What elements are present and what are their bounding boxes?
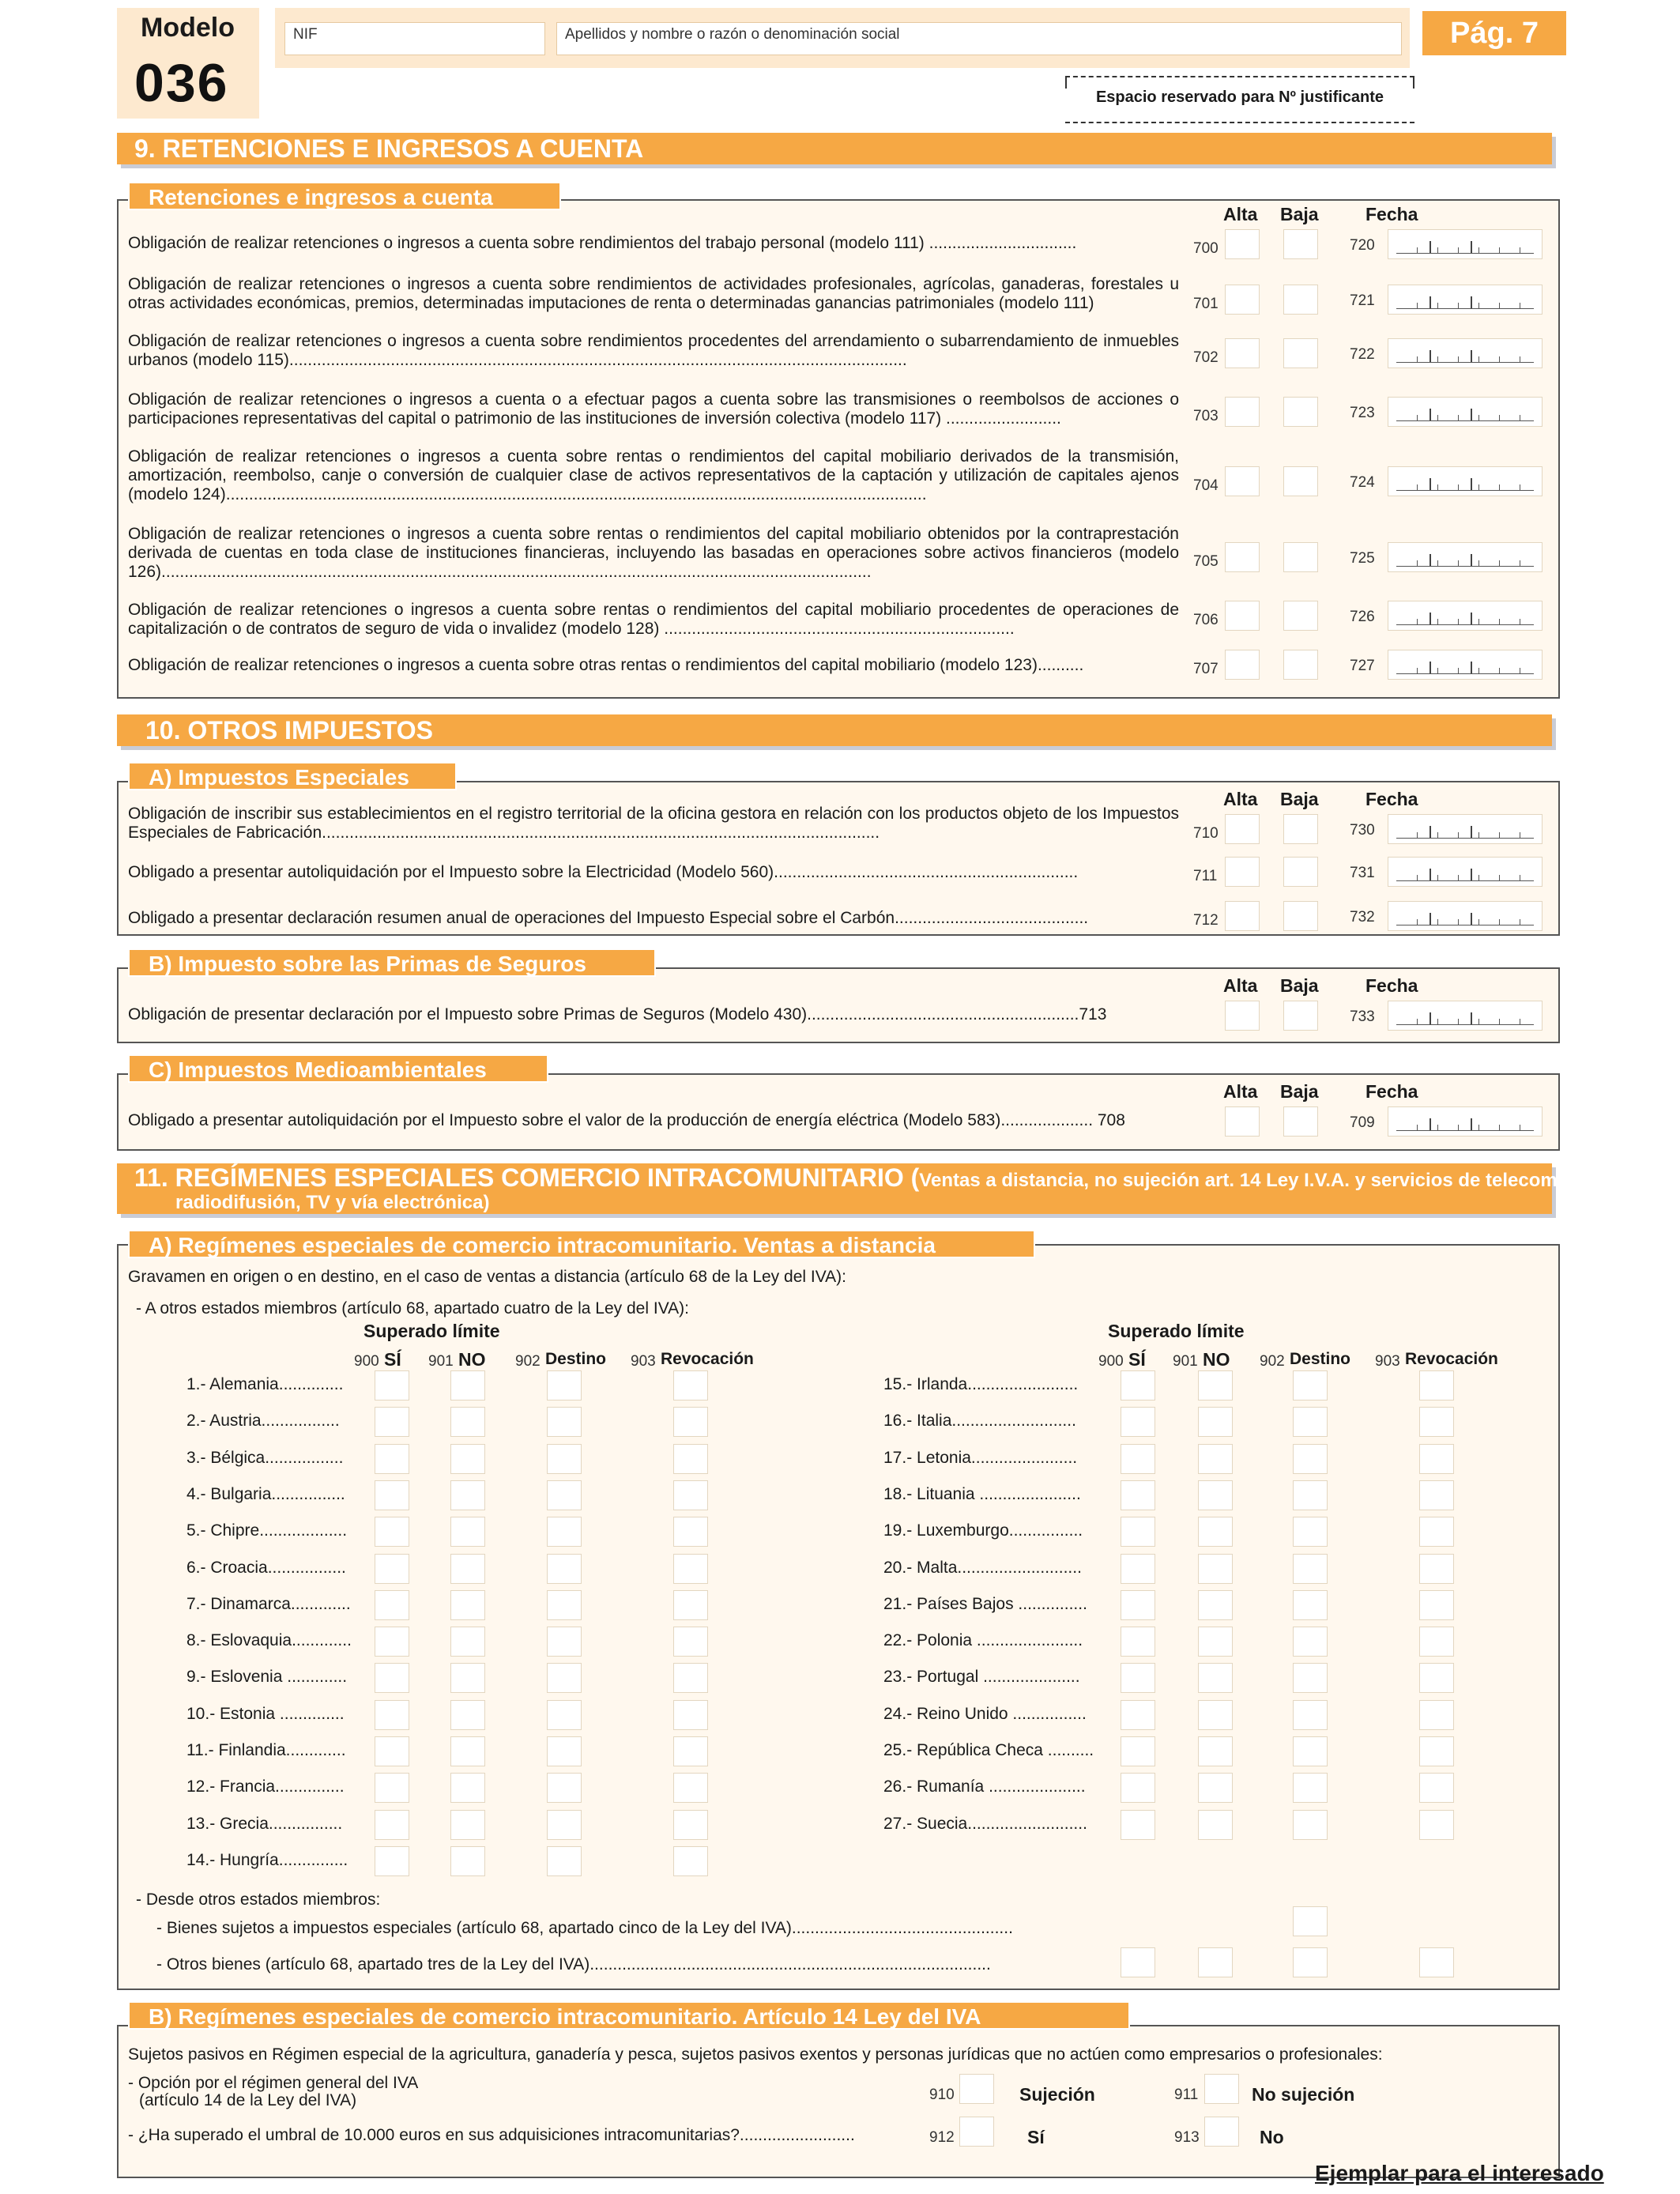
s9-row-2-alta-code: 702 (1193, 349, 1219, 366)
superado-limite-right: Superado límite (1108, 1321, 1245, 1341)
s9-row-5-fecha-code: 725 (1350, 550, 1375, 567)
s10b-row-baja-box[interactable] (1283, 1001, 1318, 1031)
right-country-5-box-3[interactable] (1419, 1554, 1454, 1584)
left-country-7-box-2[interactable] (547, 1627, 582, 1657)
left-country-1-box-0[interactable] (375, 1407, 409, 1437)
s9-row-0-fecha-code: 720 (1350, 237, 1375, 254)
left-country-1-box-1[interactable] (450, 1407, 485, 1437)
s10c-baja-header: Baja (1280, 1081, 1319, 1102)
s9-row-6-alta-box[interactable] (1225, 601, 1260, 631)
s10c-row-fecha-field[interactable] (1388, 1106, 1543, 1137)
right-country-5: 20.- Malta........................... (883, 1558, 1082, 1577)
section-10a-title: A) Impuestos Especiales (128, 762, 457, 790)
left-country-8-box-2[interactable] (547, 1663, 582, 1693)
s10b-row-text: Obligación de presentar declaración por el Impuesto sobre Primas de Seguros (Modelo 430)...........................................................713 (128, 1005, 1107, 1023)
modelo-number: 036 (134, 53, 229, 113)
s9-row-5-alta-box[interactable] (1225, 542, 1260, 572)
s9-row-4-baja-box[interactable] (1283, 466, 1318, 496)
s9-row-6-fecha-field[interactable] (1388, 601, 1543, 631)
left-country-6: 7.- Dinamarca............. (186, 1594, 351, 1613)
left-country-2-box-1[interactable] (450, 1444, 485, 1474)
left-country-3-box-1[interactable] (450, 1480, 485, 1510)
left-country-10-box-0[interactable] (375, 1736, 409, 1766)
left-code-900: 900 (354, 1353, 379, 1370)
section-11-title-small: Ventas a distancia, no sujeción art. 14 Ley I.V.A. y servicios de telecomunicación, (919, 1170, 1652, 1191)
right-country-12-box-2[interactable] (1293, 1810, 1328, 1840)
s10a-row-1-alta-box[interactable] (1225, 857, 1260, 887)
gravamen-text: Gravamen en origen o en destino, en el caso de ventas a distancia (artículo 68 de la Ley del IVA): (128, 1268, 846, 1286)
right-country-7-box-1[interactable] (1198, 1627, 1233, 1657)
s9-row-0-alta-code: 700 (1193, 240, 1219, 257)
left-country-13-box-3[interactable] (673, 1846, 708, 1876)
s10c-row-baja-box[interactable] (1283, 1106, 1318, 1137)
left-country-3-box-2[interactable] (547, 1480, 582, 1510)
left-country-2-box-0[interactable] (375, 1444, 409, 1474)
left-country-6-box-0[interactable] (375, 1590, 409, 1620)
right-country-6-box-1[interactable] (1198, 1590, 1233, 1620)
desde-otros-text: - Desde otros estados miembros: (136, 1891, 381, 1909)
s10a-baja-header: Baja (1280, 789, 1319, 809)
justificante-space (1065, 76, 1414, 123)
left-country-3-box-0[interactable] (375, 1480, 409, 1510)
ejemplar-label: Ejemplar para el interesado (1315, 2161, 1604, 2185)
s9-fecha-header: Fecha (1365, 204, 1418, 224)
section-11-title-line2: radiodifusión, TV y vía electrónica) (175, 1192, 490, 1213)
left-country-8-box-3[interactable] (673, 1663, 708, 1693)
s10c-row-alta-box[interactable] (1225, 1106, 1260, 1137)
s9-row-2-fecha-field[interactable] (1388, 338, 1543, 368)
right-country-1-box-2[interactable] (1293, 1407, 1328, 1437)
s10c-alta-header: Alta (1223, 1081, 1258, 1102)
right-country-9-box-1[interactable] (1198, 1700, 1233, 1730)
left-no-label: NO (458, 1349, 486, 1370)
right-country-8-box-2[interactable] (1293, 1663, 1328, 1693)
right-country-7-box-0[interactable] (1121, 1627, 1155, 1657)
name-field[interactable]: Apellidos y nombre o razón o denominación social (556, 22, 1402, 55)
right-country-6-box-3[interactable] (1419, 1590, 1454, 1620)
left-country-13-box-0[interactable] (375, 1846, 409, 1876)
s9-row-7-alta-code: 707 (1193, 661, 1219, 677)
left-country-12: 13.- Grecia................ (186, 1814, 343, 1833)
right-country-11-box-0[interactable] (1121, 1773, 1155, 1803)
left-country-5: 6.- Croacia................. (186, 1558, 346, 1577)
s9-row-2-fecha-code: 722 (1350, 346, 1375, 363)
s9-row-2-baja-box[interactable] (1283, 338, 1318, 368)
section-9-title: 9. RETENCIONES E INGRESOS A CUENTA (117, 133, 1552, 164)
modelo-label: Modelo (141, 13, 235, 43)
left-country-0: 1.- Alemania.............. (186, 1375, 344, 1393)
s10a-row-2-baja-box[interactable] (1283, 901, 1318, 931)
right-country-4-box-3[interactable] (1419, 1517, 1454, 1547)
left-country-10-box-2[interactable] (547, 1736, 582, 1766)
left-country-13: 14.- Hungría............... (186, 1850, 348, 1869)
otros-bienes-box-no[interactable] (1198, 1947, 1233, 1977)
left-country-4-box-3[interactable] (673, 1517, 708, 1547)
right-country-4-box-2[interactable] (1293, 1517, 1328, 1547)
s10b-row-fecha-field[interactable] (1388, 1001, 1543, 1031)
right-country-5-box-2[interactable] (1293, 1554, 1328, 1584)
s9-row-5-text: Obligación de realizar retenciones o ingresos a cuenta sobre rentas o rendimientos del capital mobiliario obtenidos por la contraprestación derivada de cuentas en toda clase de instituciones financieras, incluyendo las basadas en operaciones sobre activos financieros (modelo 126).......................................................................................................................................................... (128, 525, 1179, 581)
left-country-7-box-3[interactable] (673, 1627, 708, 1657)
right-revocacion-label: Revocación (1405, 1350, 1498, 1368)
s10a-row-0-alta-box[interactable] (1225, 814, 1260, 844)
s9-row-5-fecha-field[interactable] (1388, 542, 1543, 572)
s9-row-3-baja-box[interactable] (1283, 397, 1318, 427)
justificante-label: Espacio reservado para Nº justificante (1095, 89, 1384, 106)
s9-row-6-baja-box[interactable] (1283, 601, 1318, 631)
left-country-4-box-0[interactable] (375, 1517, 409, 1547)
right-country-7: 22.- Polonia ....................... (883, 1631, 1083, 1650)
code-910: 910 (929, 2087, 955, 2103)
left-country-2-box-3[interactable] (673, 1444, 708, 1474)
left-country-7-box-0[interactable] (375, 1627, 409, 1657)
right-country-4-box-0[interactable] (1121, 1517, 1155, 1547)
right-country-10-box-2[interactable] (1293, 1736, 1328, 1766)
right-code-900: 900 (1098, 1353, 1124, 1370)
right-country-1-box-0[interactable] (1121, 1407, 1155, 1437)
s10b-baja-header: Baja (1280, 975, 1319, 996)
s10a-row-1-text: Obligado a presentar autoliquidación por el Impuesto sobre la Electricidad (Modelo 560).................................................................. (128, 863, 1079, 881)
left-country-9-box-1[interactable] (450, 1700, 485, 1730)
umbral-text: - ¿Ha superado el umbral de 10.000 euros en sus adquisiciones intracomunitarias?......................... (128, 2126, 855, 2144)
right-country-11-box-1[interactable] (1198, 1773, 1233, 1803)
right-country-11-box-3[interactable] (1419, 1773, 1454, 1803)
s10b-row-alta-box[interactable] (1225, 1001, 1260, 1031)
left-country-11-box-0[interactable] (375, 1773, 409, 1803)
sujetos-text: Sujetos pasivos en Régimen especial de la agricultura, ganadería y pesca, sujetos pasivos exentos y personas jurídicas que no actúen como empresarios o profesionales: (128, 2045, 1383, 2064)
s9-row-0-text: Obligación de realizar retenciones o ingresos a cuenta sobre rendimientos del trabajo personal (modelo 111) ................................ (128, 234, 1077, 252)
left-country-9-box-3[interactable] (673, 1700, 708, 1730)
no-label: No (1260, 2127, 1284, 2147)
right-code-903: 903 (1375, 1353, 1400, 1370)
right-country-1: 16.- Italia........................... (883, 1412, 1076, 1431)
right-country-12-box-3[interactable] (1419, 1810, 1454, 1840)
right-country-10-box-0[interactable] (1121, 1736, 1155, 1766)
no-sujecion-label: No sujeción (1252, 2084, 1355, 2105)
left-country-0-box-1[interactable] (450, 1370, 485, 1400)
s9-row-1-text: Obligación de realizar retenciones o ingresos a cuenta sobre rendimientos de actividades profesionales, agrícolas, ganaderas, forestales u otras actividades económicas, premios, determinadas imputaciones de renta o determinadas ganancias patrimoniales (modelo 111) (128, 275, 1179, 312)
opcion-line1: - Opción por el régimen general del IVA (128, 2074, 419, 2092)
right-country-12-box-0[interactable] (1121, 1810, 1155, 1840)
left-country-13-box-2[interactable] (547, 1846, 582, 1876)
section-10c-title: C) Impuestos Medioambientales (128, 1054, 548, 1083)
s10a-row-0-fecha-field[interactable] (1388, 814, 1543, 844)
right-country-4: 19.- Luxemburgo................ (883, 1521, 1083, 1540)
left-destino-label: Destino (545, 1350, 607, 1368)
s9-row-1-baja-box[interactable] (1283, 285, 1318, 315)
s10a-row-1-fecha-field[interactable] (1388, 857, 1543, 887)
s10a-alta-header: Alta (1223, 789, 1258, 809)
right-country-3-box-2[interactable] (1293, 1480, 1328, 1510)
s10b-alta-header: Alta (1223, 975, 1258, 996)
left-country-0-box-0[interactable] (375, 1370, 409, 1400)
s10a-row-2-fecha-code: 732 (1350, 909, 1375, 925)
s10a-row-1-alta-code: 711 (1193, 868, 1218, 884)
s9-row-3-alta-code: 703 (1193, 408, 1219, 424)
section-11b-title: B) Regímenes especiales de comercio intracomunitario. Artículo 14 Ley del IVA (128, 2001, 1130, 2030)
s9-row-7-text: Obligación de realizar retenciones o ingresos a cuenta sobre otras rentas o rendimientos del capital mobiliario (modelo 123).......... (128, 656, 1084, 674)
sujecion-label: Sujeción (1019, 2084, 1095, 2105)
nif-field[interactable]: NIF (284, 22, 545, 55)
right-country-4-box-1[interactable] (1198, 1517, 1233, 1547)
left-country-12-box-1[interactable] (450, 1810, 485, 1840)
otros-bienes-box-si[interactable] (1121, 1947, 1155, 1977)
s9-row-7-alta-box[interactable] (1225, 650, 1260, 680)
s9-row-2-alta-box[interactable] (1225, 338, 1260, 368)
left-country-8-box-0[interactable] (375, 1663, 409, 1693)
right-country-7-box-3[interactable] (1419, 1627, 1454, 1657)
s10a-row-0-alta-code: 710 (1193, 825, 1219, 842)
left-country-11: 12.- Francia............... (186, 1777, 345, 1796)
right-si-label: SÍ (1128, 1349, 1146, 1370)
right-country-0-box-1[interactable] (1198, 1370, 1233, 1400)
left-country-11-box-3[interactable] (673, 1773, 708, 1803)
left-country-9: 10.- Estonia .............. (186, 1704, 345, 1723)
s9-row-4-alta-code: 704 (1193, 477, 1219, 494)
left-country-7: 8.- Eslovaquia............. (186, 1631, 352, 1650)
left-country-1-box-2[interactable] (547, 1407, 582, 1437)
right-country-5-box-0[interactable] (1121, 1554, 1155, 1584)
left-country-6-box-3[interactable] (673, 1590, 708, 1620)
otros-bienes-text: - Otros bienes (artículo 68, apartado tres de la Ley del IVA)....................................................................................... (156, 1955, 991, 1973)
right-country-1-box-1[interactable] (1198, 1407, 1233, 1437)
s9-baja-header: Baja (1280, 204, 1319, 224)
left-country-8-box-1[interactable] (450, 1663, 485, 1693)
left-country-9-box-0[interactable] (375, 1700, 409, 1730)
otros-estados-text: - A otros estados miembros (artículo 68, apartado cuatro de la Ley del IVA): (136, 1299, 689, 1318)
s10b-row-fecha-code: 733 (1350, 1008, 1375, 1025)
left-country-11-box-1[interactable] (450, 1773, 485, 1803)
s10c-row-text: Obligado a presentar autoliquidación por el Impuesto sobre el valor de la producción de energía eléctrica (Modelo 583).................... 708 (128, 1111, 1125, 1129)
s9-alta-header: Alta (1223, 204, 1258, 224)
right-country-2-box-3[interactable] (1419, 1444, 1454, 1474)
s10a-row-2-alta-box[interactable] (1225, 901, 1260, 931)
right-code-902: 902 (1260, 1353, 1285, 1370)
left-country-9-box-2[interactable] (547, 1700, 582, 1730)
s9-row-4-alta-box[interactable] (1225, 466, 1260, 496)
right-country-12: 27.- Suecia.......................... (883, 1814, 1087, 1833)
right-country-9-box-0[interactable] (1121, 1700, 1155, 1730)
section-11-title-main: 11. REGÍMENES ESPECIALES COMERCIO INTRACOMUNITARIO ( (134, 1163, 920, 1192)
right-country-0: 15.- Irlanda........................ (883, 1375, 1079, 1393)
otros-bienes-box-revocacion[interactable] (1419, 1947, 1454, 1977)
section-10b-title: B) Impuesto sobre las Primas de Seguros (128, 948, 656, 977)
left-country-11-box-2[interactable] (547, 1773, 582, 1803)
left-country-3: 4.- Bulgaria................ (186, 1484, 345, 1503)
s9-row-6-alta-code: 706 (1193, 612, 1219, 628)
s9-row-3-text: Obligación de realizar retenciones o ingresos a cuenta o a efectuar pagos a cuenta sobre las transmisiones o reembolsos de acciones o participaciones representativas del capital o patrimonio de las instituciones de inversión colectiva (modelo 117) ......................... (128, 390, 1179, 428)
right-country-8-box-1[interactable] (1198, 1663, 1233, 1693)
left-country-4-box-2[interactable] (547, 1517, 582, 1547)
box-912[interactable] (959, 2117, 994, 2147)
otros-bienes-box-destino[interactable] (1293, 1947, 1328, 1977)
s9-row-1-fecha-field[interactable] (1388, 285, 1543, 315)
left-country-10-box-3[interactable] (673, 1736, 708, 1766)
s9-row-2-text: Obligación de realizar retenciones o ingresos a cuenta sobre rendimientos procedentes del arrendamiento o subarrendamiento de inmuebles urbanos (modelo 115)...................................................................................................................................... (128, 332, 1179, 369)
section-9-subtitle: Retenciones e ingresos a cuenta (128, 182, 561, 210)
s10a-row-2-text: Obligado a presentar declaración resumen anual de operaciones del Impuesto Especial sobre el Carbón.......................................... (128, 909, 1089, 927)
right-destino-label: Destino (1290, 1350, 1351, 1368)
right-country-9-box-2[interactable] (1293, 1700, 1328, 1730)
section-10-title: 10. OTROS IMPUESTOS (117, 714, 1552, 746)
left-country-6-box-2[interactable] (547, 1590, 582, 1620)
right-country-8: 23.- Portugal ..................... (883, 1668, 1080, 1687)
left-code-902: 902 (515, 1353, 541, 1370)
left-revocacion-label: Revocación (661, 1350, 754, 1368)
right-country-6-box-2[interactable] (1293, 1590, 1328, 1620)
left-country-5-box-3[interactable] (673, 1554, 708, 1584)
s9-row-7-fecha-field[interactable] (1388, 650, 1543, 680)
left-country-5-box-0[interactable] (375, 1554, 409, 1584)
right-country-7-box-2[interactable] (1293, 1627, 1328, 1657)
opcion-line2: (artículo 14 de la Ley del IVA) (139, 2091, 357, 2109)
s9-row-6-fecha-code: 726 (1350, 609, 1375, 625)
left-country-0-box-2[interactable] (547, 1370, 582, 1400)
s9-row-7-fecha-code: 727 (1350, 658, 1375, 674)
right-country-8-box-3[interactable] (1419, 1663, 1454, 1693)
s9-row-4-fecha-code: 724 (1350, 474, 1375, 491)
bienes-especiales-box[interactable] (1293, 1906, 1328, 1936)
s9-row-3-alta-box[interactable] (1225, 397, 1260, 427)
left-country-1: 2.- Austria................. (186, 1412, 340, 1431)
s10a-row-0-fecha-code: 730 (1350, 822, 1375, 839)
left-si-label: SÍ (384, 1349, 401, 1370)
s10a-row-0-text: Obligación de inscribir sus establecimientos en el registro territorial de la oficina gestora en relación con los productos objeto de los Impuestos Especiales de Fabricación......................................................................................................................... (128, 805, 1179, 842)
s10a-row-1-baja-box[interactable] (1283, 857, 1318, 887)
right-country-9: 24.- Reino Unido ................ (883, 1704, 1087, 1723)
right-country-11: 26.- Rumanía ..................... (883, 1777, 1086, 1796)
left-country-2: 3.- Bélgica................. (186, 1448, 344, 1467)
right-country-0-box-2[interactable] (1293, 1370, 1328, 1400)
section-11a-title: A) Regímenes especiales de comercio intracomunitario. Ventas a distancia (128, 1230, 1035, 1258)
s9-row-1-alta-box[interactable] (1225, 285, 1260, 315)
right-country-2: 17.- Letonia....................... (883, 1448, 1078, 1467)
right-country-3: 18.- Lituania ...................... (883, 1484, 1081, 1503)
s9-row-0-fecha-field[interactable] (1388, 229, 1543, 259)
left-country-12-box-3[interactable] (673, 1810, 708, 1840)
right-country-11-box-2[interactable] (1293, 1773, 1328, 1803)
right-country-6-box-0[interactable] (1121, 1590, 1155, 1620)
right-country-3-box-1[interactable] (1198, 1480, 1233, 1510)
s9-row-3-fecha-field[interactable] (1388, 397, 1543, 427)
left-country-7-box-1[interactable] (450, 1627, 485, 1657)
s10b-fecha-header: Fecha (1365, 975, 1418, 996)
left-country-12-box-2[interactable] (547, 1810, 582, 1840)
right-country-2-box-1[interactable] (1198, 1444, 1233, 1474)
box-911[interactable] (1204, 2074, 1239, 2104)
right-country-0-box-3[interactable] (1419, 1370, 1454, 1400)
left-country-12-box-0[interactable] (375, 1810, 409, 1840)
right-country-5-box-1[interactable] (1198, 1554, 1233, 1584)
right-country-2-box-0[interactable] (1121, 1444, 1155, 1474)
right-country-3-box-3[interactable] (1419, 1480, 1454, 1510)
s10a-row-0-baja-box[interactable] (1283, 814, 1318, 844)
right-country-1-box-3[interactable] (1419, 1407, 1454, 1437)
right-country-9-box-3[interactable] (1419, 1700, 1454, 1730)
right-country-10-box-1[interactable] (1198, 1736, 1233, 1766)
header-band (275, 8, 1410, 68)
s10c-fecha-header: Fecha (1365, 1081, 1418, 1102)
left-country-4: 5.- Chipre................... (186, 1521, 348, 1540)
s9-row-5-baja-box[interactable] (1283, 542, 1318, 572)
right-country-6: 21.- Países Bajos ............... (883, 1594, 1087, 1613)
right-country-0-box-0[interactable] (1121, 1370, 1155, 1400)
left-country-2-box-2[interactable] (547, 1444, 582, 1474)
s9-row-4-fecha-field[interactable] (1388, 466, 1543, 496)
left-country-13-box-1[interactable] (450, 1846, 485, 1876)
left-code-903: 903 (631, 1353, 656, 1370)
right-country-10-box-3[interactable] (1419, 1736, 1454, 1766)
s9-row-1-alta-code: 701 (1193, 296, 1219, 312)
box-913[interactable] (1204, 2117, 1239, 2147)
right-country-12-box-1[interactable] (1198, 1810, 1233, 1840)
s9-row-5-alta-code: 705 (1193, 553, 1219, 570)
left-code-901: 901 (428, 1353, 454, 1370)
s9-row-4-text: Obligación de realizar retenciones o ingresos a cuenta sobre rentas o rendimientos del capital mobiliario derivados de la transmisión, amortización, reembolso, canje o conversión de cualquier clase de activos representativos de la captación y utilización de capitales ajenos (modelo 124)........................................................................................................................................................ (128, 447, 1179, 503)
left-country-0-box-3[interactable] (673, 1370, 708, 1400)
s9-row-7-baja-box[interactable] (1283, 650, 1318, 680)
box-910[interactable] (959, 2074, 994, 2104)
modelo-box (117, 8, 259, 119)
left-country-4-box-1[interactable] (450, 1517, 485, 1547)
code-913: 913 (1174, 2129, 1200, 2146)
s10c-row-fecha-code: 709 (1350, 1114, 1375, 1131)
page-number: Pág. 7 (1422, 11, 1566, 55)
right-code-901: 901 (1173, 1353, 1198, 1370)
s10a-row-2-alta-code: 712 (1193, 912, 1219, 929)
right-country-8-box-0[interactable] (1121, 1663, 1155, 1693)
superado-limite-left: Superado límite (363, 1321, 500, 1341)
code-912: 912 (929, 2129, 955, 2146)
right-no-label: NO (1203, 1349, 1230, 1370)
right-country-10: 25.- República Checa .......... (883, 1741, 1094, 1759)
left-country-10-box-1[interactable] (450, 1736, 485, 1766)
left-country-5-box-1[interactable] (450, 1554, 485, 1584)
s9-row-0-baja-box[interactable] (1283, 229, 1318, 259)
left-country-1-box-3[interactable] (673, 1407, 708, 1437)
s10a-row-1-fecha-code: 731 (1350, 865, 1375, 881)
left-country-10: 11.- Finlandia............. (186, 1741, 346, 1759)
s9-row-6-text: Obligación de realizar retenciones o ingresos a cuenta sobre rentas o rendimientos del capital mobiliario procedentes de operaciones de capitalización o de contratos de seguro de vida o invalidez (modelo 128) ............................................................................ (128, 601, 1179, 638)
si-label: Sí (1027, 2127, 1045, 2147)
left-country-5-box-2[interactable] (547, 1554, 582, 1584)
code-911: 911 (1174, 2087, 1199, 2103)
s9-row-0-alta-box[interactable] (1225, 229, 1260, 259)
section-11-title (117, 1163, 1652, 1214)
left-country-6-box-1[interactable] (450, 1590, 485, 1620)
right-country-3-box-0[interactable] (1121, 1480, 1155, 1510)
bienes-especiales-text: - Bienes sujetos a impuestos especiales (artículo 68, apartado cinco de la Ley del IVA)................................................ (156, 1919, 1013, 1937)
s9-row-3-fecha-code: 723 (1350, 405, 1375, 421)
left-country-8: 9.- Eslovenia ............. (186, 1668, 348, 1687)
s10a-fecha-header: Fecha (1365, 789, 1418, 809)
left-country-3-box-3[interactable] (673, 1480, 708, 1510)
s10a-row-2-fecha-field[interactable] (1388, 901, 1543, 931)
s9-row-1-fecha-code: 721 (1350, 292, 1375, 309)
right-country-2-box-2[interactable] (1293, 1444, 1328, 1474)
